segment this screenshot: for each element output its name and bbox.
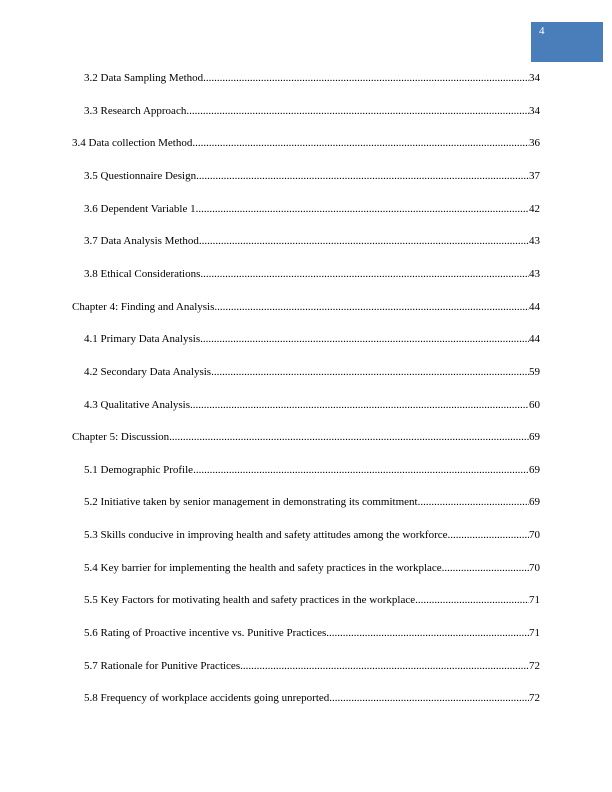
toc-entry-page-number: 59 [529, 365, 540, 378]
toc-dot-leader [190, 398, 529, 412]
toc-entry-page-number: 71 [529, 627, 540, 639]
toc-dot-leader [169, 430, 529, 444]
toc-dot-leader [415, 593, 529, 607]
toc-entry-label: 5.7 Rationale for Punitive Practices [84, 659, 241, 672]
toc-entry[interactable] [72, 430, 540, 444]
toc-entry-page-number: 69 [529, 496, 540, 509]
toc-entry[interactable] [84, 528, 540, 542]
toc-entry-page-number: 44 [529, 333, 540, 346]
toc-entry[interactable] [84, 593, 540, 607]
toc-dot-leader [186, 104, 529, 118]
toc-dot-leader [211, 365, 529, 379]
toc-entry-label: 3.8 Ethical Considerations [84, 267, 201, 280]
page-number-box [531, 22, 603, 62]
toc-dot-leader [326, 626, 529, 640]
toc-entry-page-number: 69 [529, 463, 540, 476]
toc-entry-label: 5.4 Key barrier for implementing the health and safety practices in the workplace [84, 561, 442, 574]
toc-entry[interactable] [84, 691, 540, 705]
toc-entry[interactable] [84, 659, 540, 673]
toc-entry-page-number: 34 [529, 104, 540, 117]
toc-entry-page-number: 70 [529, 561, 540, 574]
toc-entry-page-number: 34 [529, 72, 540, 84]
toc-dot-leader [418, 495, 529, 509]
toc-dot-leader [442, 561, 529, 575]
toc-dot-leader [199, 234, 529, 248]
toc-entry-page-number: 43 [529, 267, 540, 280]
toc-entry-page-number: 69 [529, 431, 540, 444]
toc-entry-label: Chapter 4: Finding and Analysis [72, 300, 215, 313]
toc-entry-label: 5.8 Frequency of workplace accidents going unreported [84, 692, 330, 705]
toc-entry[interactable] [84, 332, 540, 346]
toc-entry[interactable] [84, 104, 540, 118]
toc-entry[interactable] [84, 398, 540, 412]
toc-dot-leader [329, 691, 529, 705]
toc-entry-label: 5.6 Rating of Proactive incentive vs. Punitive Practices [84, 627, 327, 639]
toc-entry-page-number: 72 [529, 692, 540, 705]
toc-entry-label: 3.3 Research Approach [84, 104, 187, 117]
toc-entry-label: 4.3 Qualitative Analysis [84, 398, 191, 411]
toc-dot-leader [200, 267, 529, 281]
toc-entry[interactable] [84, 626, 540, 640]
toc-entry[interactable] [84, 169, 540, 183]
toc-entry[interactable] [84, 495, 540, 509]
toc-entry-label: 5.3 Skills conducive in improving health and safety attitudes among the workforce [84, 529, 448, 542]
toc-entry-page-number: 42 [529, 202, 540, 215]
toc-dot-leader [196, 169, 529, 183]
toc-entry-label: 3.5 Questionnaire Design [84, 169, 197, 182]
toc-entry-label: 4.1 Primary Data Analysis [84, 333, 201, 346]
toc-entry[interactable] [84, 267, 540, 281]
toc-entry[interactable] [84, 71, 540, 85]
toc-dot-leader [214, 300, 529, 314]
toc-entry-page-number: 44 [529, 300, 540, 313]
toc-entry[interactable] [84, 202, 540, 216]
toc-entry-label: 3.4 Data collection Method [72, 137, 193, 150]
page-number: 4 [539, 25, 545, 37]
toc-entry[interactable] [84, 561, 540, 575]
toc-entry-page-number: 72 [529, 659, 540, 672]
toc-dot-leader [200, 332, 529, 346]
toc-entry-page-number: 71 [529, 594, 540, 607]
toc-entry-label: Chapter 5: Discussion [72, 431, 170, 444]
toc-entry-label: 3.2 Data Sampling Method [84, 72, 204, 84]
toc-dot-leader [193, 463, 529, 477]
toc-entry[interactable] [84, 365, 540, 379]
toc-entry-label: 3.7 Data Analysis Method [84, 235, 199, 248]
toc-dot-leader [196, 202, 529, 216]
toc-entry-label: 5.1 Demographic Profile [84, 463, 194, 476]
toc-entry-label: 3.6 Dependent Variable 1 [84, 202, 196, 215]
toc-dot-leader [448, 528, 529, 542]
toc-dot-leader [240, 659, 529, 673]
toc-dot-leader [192, 136, 529, 150]
toc-entry-page-number: 36 [529, 137, 540, 150]
toc-entry-page-number: 70 [529, 529, 540, 542]
toc-dot-leader [203, 71, 529, 85]
toc-entry[interactable] [84, 463, 540, 477]
toc-entry[interactable] [72, 300, 540, 314]
toc-entry-label: 5.5 Key Factors for motivating health and safety practices in the workplace [84, 594, 416, 607]
toc-entry[interactable] [72, 136, 540, 150]
toc-entry-page-number: 37 [529, 169, 540, 182]
toc-entry-page-number: 60 [529, 398, 540, 411]
toc-entry-label: 4.2 Secondary Data Analysis [84, 365, 212, 378]
toc-entry-label: 5.2 Initiative taken by senior management in demonstrating its commitment [84, 496, 418, 509]
toc-entry[interactable] [84, 234, 540, 248]
toc-entry-page-number: 43 [529, 235, 540, 248]
